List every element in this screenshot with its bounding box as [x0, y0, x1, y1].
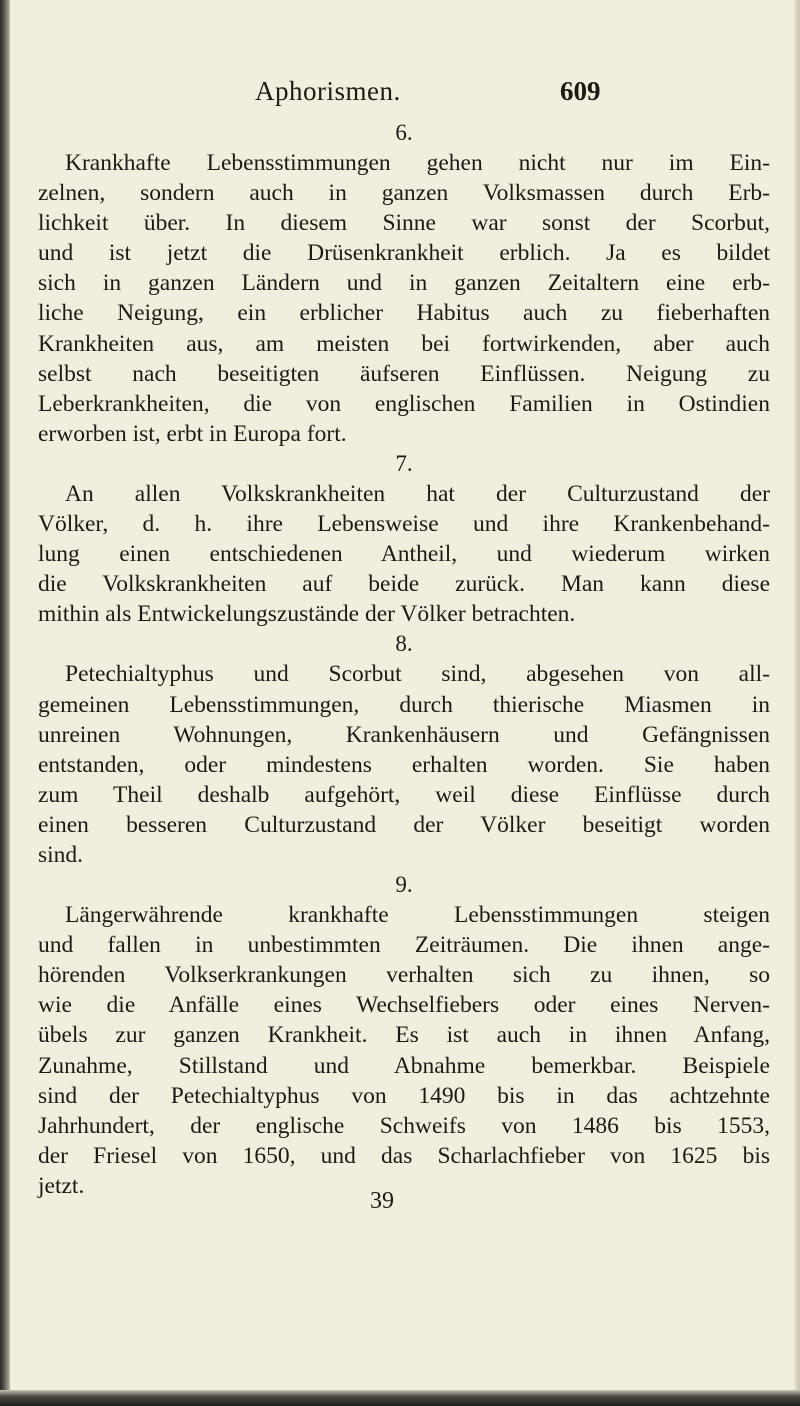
text-line: Krankhafte Lebensstimmungen gehen nicht nur im Ein-: [65, 150, 770, 176]
text-line: Jahrhundert, der englische Schweifs von 1486 bis 1553,: [38, 1112, 770, 1139]
section-9: [38, 870, 770, 1201]
text-line: hörenden Volkserkrankungen verhalten sich zu ihnen, so: [38, 962, 770, 989]
text-line: sich in ganzen Ländern und in ganzen Zeitaltern eine erb-: [38, 270, 770, 297]
page-number: 609: [560, 76, 601, 106]
text-line: Völker, d. h. ihre Lebensweise und ihre Krankenbehand-: [38, 511, 770, 538]
text-line: entstanden, oder mindestens erhalten worden. Sie haben: [38, 751, 770, 778]
text-line: zelnen, sondern auch in ganzen Volksmassen durch Erb-: [38, 180, 770, 207]
text-line: lung einen entschiedenen Antheil, und wiederum wirken: [38, 541, 770, 568]
section-8: [38, 629, 770, 870]
text-line: der Friesel von 1650, und das Scharlachfieber von 1625 bis: [38, 1142, 770, 1169]
text-line: Leberkrankheiten, die von englischen Familien in Ostindien: [38, 390, 770, 417]
body-text: [38, 118, 770, 1201]
text-line: erworben ist, erbt in Europa fort.: [38, 420, 347, 447]
text-line: sind.: [38, 841, 84, 868]
text-line: gemeinen Lebensstimmungen, durch thierische Miasmen in: [38, 691, 770, 718]
text-line: Zunahme, Stillstand und Abnahme bemerkbar. Beispiele: [38, 1052, 770, 1079]
page-right-edge: [794, 0, 800, 1406]
text-line: und ist jetzt die Drüsenkrankheit erblich. Ja es bildet: [38, 240, 770, 267]
text-line: einen besseren Culturzustand der Völker beseitigt worden: [38, 811, 770, 838]
running-title: Aphorismen.: [255, 76, 401, 106]
text-line: An allen Volkskrankheiten hat der Culturzustand der: [65, 480, 770, 507]
text-line: Längerwährende krankhafte Lebensstimmungen steigen: [65, 902, 770, 929]
text-line: und fallen in unbestimmten Zeiträumen. Die ihnen ange-: [38, 932, 770, 959]
text-line: selbst nach beseitigten äufseren Einflüssen. Neigung zu: [38, 360, 770, 387]
section-number: 7.: [395, 450, 413, 476]
section-number: 9.: [395, 872, 413, 898]
text-line: mithin als Entwickelungszustände der Völker betrachten.: [38, 601, 576, 628]
text-line: sind der Petechialtyphus von 1490 bis in das achtzehnte: [38, 1082, 770, 1109]
page-header: [0, 76, 800, 116]
signature-mark: 39: [370, 1188, 394, 1214]
text-line: die Volkskrankheiten auf beide zurück. Man kann diese: [38, 571, 770, 598]
text-line: jetzt.: [38, 1172, 85, 1199]
text-line: Krankheiten aus, am meisten bei fortwirkenden, aber auch: [38, 330, 770, 357]
text-line: wie die Anfälle eines Wechselfiebers oder eines Nerven-: [38, 992, 770, 1019]
text-line: liche Neigung, ein erblicher Habitus auch zu fieberhaften: [38, 300, 770, 327]
section-number: 8.: [395, 631, 413, 657]
section-6: [38, 118, 770, 449]
text-line: unreinen Wohnungen, Krankenhäusern und Gefängnissen: [38, 721, 770, 748]
section-number: 6.: [395, 120, 413, 145]
text-line: zum Theil deshalb aufgehört, weil diese Einflüsse durch: [38, 781, 770, 808]
text-line: Petechialtyphus und Scorbut sind, abgesehen von all-: [65, 661, 770, 688]
book-binding-edge: [0, 0, 10, 1406]
scan-bottom-edge: [0, 1390, 800, 1406]
text-line: lichkeit über. In diesem Sinne war sonst der Scorbut,: [38, 210, 770, 237]
text-line: übels zur ganzen Krankheit. Es ist auch in ihnen Anfang,: [38, 1022, 770, 1049]
section-7: [38, 449, 770, 629]
